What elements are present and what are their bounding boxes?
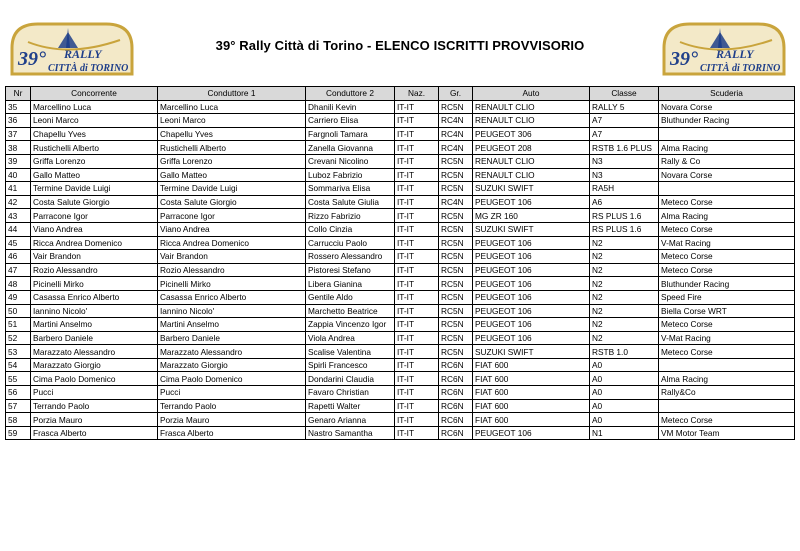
cell-auto: SUZUKI SWIFT — [473, 345, 590, 359]
cell-concorrente: Cima Paolo Domenico — [31, 372, 158, 386]
cell-naz: IT-IT — [395, 304, 439, 318]
cell-scuderia — [659, 182, 795, 196]
column-header: Scuderia — [659, 87, 795, 101]
cell-auto: PEUGEOT 106 — [473, 290, 590, 304]
cell-nr: 54 — [6, 358, 31, 372]
cell-concorrente: Terrando Paolo — [31, 399, 158, 413]
cell-naz: IT-IT — [395, 358, 439, 372]
cell-scuderia: Meteco Corse — [659, 195, 795, 209]
cell-nr: 49 — [6, 290, 31, 304]
cell-classe: N2 — [590, 277, 659, 291]
cell-naz: IT-IT — [395, 182, 439, 196]
cell-nr: 59 — [6, 426, 31, 440]
cell-gr: RC4N — [439, 141, 473, 155]
cell-conduttore-2: Rossero Alessandro — [306, 250, 395, 264]
cell-auto: PEUGEOT 106 — [473, 263, 590, 277]
cell-scuderia: Speed Fire — [659, 290, 795, 304]
table-row — [6, 290, 795, 304]
page-title: 39° Rally Città di Torino - ELENCO ISCRITTI PROVVISORIO — [215, 38, 585, 53]
column-header: Classe — [590, 87, 659, 101]
cell-nr: 35 — [6, 100, 31, 114]
cell-naz: IT-IT — [395, 127, 439, 141]
cell-conduttore-1: Costa Salute Giorgio — [158, 195, 306, 209]
cell-conduttore-2: Pistoresi Stefano — [306, 263, 395, 277]
cell-gr: RC5N — [439, 168, 473, 182]
column-header: Conduttore 1 — [158, 87, 306, 101]
table-row — [6, 154, 795, 168]
cell-scuderia — [659, 127, 795, 141]
cell-conduttore-1: Frasca Alberto — [158, 426, 306, 440]
cell-nr: 45 — [6, 236, 31, 250]
cell-naz: IT-IT — [395, 263, 439, 277]
cell-gr: RC5N — [439, 209, 473, 223]
cell-conduttore-1: Gallo Matteo — [158, 168, 306, 182]
table-row — [6, 426, 795, 440]
cell-nr: 38 — [6, 141, 31, 155]
column-header: Naz. — [395, 87, 439, 101]
table-row — [6, 318, 795, 332]
cell-conduttore-1: Parracone Igor — [158, 209, 306, 223]
cell-naz: IT-IT — [395, 195, 439, 209]
table-row — [6, 358, 795, 372]
table-row — [6, 195, 795, 209]
cell-classe: N3 — [590, 168, 659, 182]
cell-naz: IT-IT — [395, 250, 439, 264]
cell-concorrente: Marcellino Luca — [31, 100, 158, 114]
cell-naz: IT-IT — [395, 426, 439, 440]
cell-gr: RC5N — [439, 250, 473, 264]
cell-conduttore-1: Barbero Daniele — [158, 331, 306, 345]
cell-conduttore-1: Rustichelli Alberto — [158, 141, 306, 155]
cell-conduttore-1: Leoni Marco — [158, 114, 306, 128]
cell-classe: A0 — [590, 372, 659, 386]
cell-scuderia: V-Mat Racing — [659, 331, 795, 345]
cell-nr: 57 — [6, 399, 31, 413]
table-row — [6, 263, 795, 277]
cell-scuderia: V-Mat Racing — [659, 236, 795, 250]
cell-conduttore-1: Marazzato Alessandro — [158, 345, 306, 359]
table-row — [6, 304, 795, 318]
cell-naz: IT-IT — [395, 345, 439, 359]
cell-conduttore-1: Pucci — [158, 386, 306, 400]
cell-auto: FIAT 600 — [473, 399, 590, 413]
cell-conduttore-2: Viola Andrea — [306, 331, 395, 345]
cell-scuderia: Meteco Corse — [659, 318, 795, 332]
cell-auto: RENAULT CLIO — [473, 100, 590, 114]
cell-nr: 55 — [6, 372, 31, 386]
cell-gr: RC6N — [439, 413, 473, 427]
table-row — [6, 413, 795, 427]
cell-nr: 43 — [6, 209, 31, 223]
cell-naz: IT-IT — [395, 222, 439, 236]
cell-scuderia: Rally&Co — [659, 386, 795, 400]
cell-gr: RC5N — [439, 345, 473, 359]
cell-conduttore-1: Griffa Lorenzo — [158, 154, 306, 168]
cell-scuderia: Novara Corse — [659, 100, 795, 114]
cell-auto: PEUGEOT 306 — [473, 127, 590, 141]
cell-nr: 58 — [6, 413, 31, 427]
column-header: Nr — [6, 87, 31, 101]
cell-classe: N3 — [590, 154, 659, 168]
cell-conduttore-1: Termine Davide Luigi — [158, 182, 306, 196]
rally-logo-icon — [8, 18, 136, 76]
table-row — [6, 168, 795, 182]
cell-gr: RC4N — [439, 127, 473, 141]
cell-nr: 36 — [6, 114, 31, 128]
cell-gr: RC6N — [439, 399, 473, 413]
cell-scuderia — [659, 358, 795, 372]
cell-conduttore-1: Rozio Alessandro — [158, 263, 306, 277]
cell-classe: N2 — [590, 250, 659, 264]
cell-scuderia: Bluthunder Racing — [659, 277, 795, 291]
cell-conduttore-1: Picinelli Mirko — [158, 277, 306, 291]
cell-concorrente: Pucci — [31, 386, 158, 400]
cell-classe: N2 — [590, 263, 659, 277]
table-row — [6, 209, 795, 223]
cell-nr: 40 — [6, 168, 31, 182]
cell-gr: RC5N — [439, 182, 473, 196]
table-row — [6, 345, 795, 359]
svg-text:RALLY: RALLY — [716, 47, 754, 61]
cell-classe: RA5H — [590, 182, 659, 196]
cell-naz: IT-IT — [395, 372, 439, 386]
cell-auto: PEUGEOT 106 — [473, 331, 590, 345]
cell-gr: RC5N — [439, 222, 473, 236]
cell-conduttore-1: Viano Andrea — [158, 222, 306, 236]
cell-naz: IT-IT — [395, 386, 439, 400]
cell-naz: IT-IT — [395, 331, 439, 345]
cell-auto: PEUGEOT 106 — [473, 318, 590, 332]
cell-concorrente: Ricca Andrea Domenico — [31, 236, 158, 250]
cell-scuderia: Meteco Corse — [659, 263, 795, 277]
cell-auto: PEUGEOT 106 — [473, 426, 590, 440]
column-header: Gr. — [439, 87, 473, 101]
cell-classe: N2 — [590, 318, 659, 332]
cell-concorrente: Griffa Lorenzo — [31, 154, 158, 168]
cell-conduttore-1: Martini Anselmo — [158, 318, 306, 332]
cell-classe: A7 — [590, 127, 659, 141]
table-row — [6, 222, 795, 236]
cell-conduttore-2: Crevani Nicolino — [306, 154, 395, 168]
cell-conduttore-2: Libera Gianina — [306, 277, 395, 291]
table-row — [6, 372, 795, 386]
cell-auto: FIAT 600 — [473, 358, 590, 372]
cell-scuderia: Meteco Corse — [659, 250, 795, 264]
cell-naz: IT-IT — [395, 154, 439, 168]
cell-auto: FIAT 600 — [473, 386, 590, 400]
cell-nr: 52 — [6, 331, 31, 345]
cell-nr: 53 — [6, 345, 31, 359]
cell-conduttore-2: Dhanili Kevin — [306, 100, 395, 114]
cell-classe: A0 — [590, 399, 659, 413]
cell-concorrente: Marazzato Alessandro — [31, 345, 158, 359]
cell-conduttore-2: Collo Cinzia — [306, 222, 395, 236]
cell-gr: RC5N — [439, 318, 473, 332]
cell-classe: N2 — [590, 331, 659, 345]
cell-classe: RS PLUS 1.6 — [590, 222, 659, 236]
table-row — [6, 399, 795, 413]
cell-nr: 46 — [6, 250, 31, 264]
cell-classe: N1 — [590, 426, 659, 440]
cell-gr: RC5N — [439, 236, 473, 250]
cell-scuderia: Biella Corse WRT — [659, 304, 795, 318]
cell-concorrente: Marazzato Giorgio — [31, 358, 158, 372]
cell-classe: N2 — [590, 236, 659, 250]
table-row — [6, 277, 795, 291]
cell-concorrente: Vair Brandon — [31, 250, 158, 264]
cell-conduttore-2: Rizzo Fabrizio — [306, 209, 395, 223]
entry-list-table — [5, 86, 795, 440]
cell-naz: IT-IT — [395, 141, 439, 155]
cell-gr: RC4N — [439, 114, 473, 128]
column-header: Conduttore 2 — [306, 87, 395, 101]
cell-naz: IT-IT — [395, 318, 439, 332]
cell-conduttore-2: Dondarini Claudia — [306, 372, 395, 386]
cell-scuderia: Alma Racing — [659, 141, 795, 155]
svg-text:RALLY: RALLY — [64, 47, 102, 61]
cell-conduttore-2: Costa Salute Giulia — [306, 195, 395, 209]
cell-gr: RC5N — [439, 290, 473, 304]
cell-concorrente: Chapellu Yves — [31, 127, 158, 141]
table-row — [6, 141, 795, 155]
cell-classe: N2 — [590, 304, 659, 318]
cell-gr: RC6N — [439, 372, 473, 386]
cell-concorrente: Martini Anselmo — [31, 318, 158, 332]
cell-concorrente: Picinelli Mirko — [31, 277, 158, 291]
cell-gr: RC5N — [439, 331, 473, 345]
cell-classe: RSTB 1.6 PLUS — [590, 141, 659, 155]
cell-classe: A0 — [590, 413, 659, 427]
cell-gr: RC5N — [439, 304, 473, 318]
table-row — [6, 331, 795, 345]
cell-auto: PEUGEOT 208 — [473, 141, 590, 155]
cell-gr: RC5N — [439, 263, 473, 277]
cell-concorrente: Frasca Alberto — [31, 426, 158, 440]
cell-conduttore-2: Marchetto Beatrice — [306, 304, 395, 318]
cell-auto: PEUGEOT 106 — [473, 236, 590, 250]
cell-conduttore-2: Scalise Valentina — [306, 345, 395, 359]
cell-classe: A7 — [590, 114, 659, 128]
cell-conduttore-2: Luboz Fabrizio — [306, 168, 395, 182]
cell-gr: RC4N — [439, 195, 473, 209]
cell-auto: RENAULT CLIO — [473, 168, 590, 182]
cell-nr: 56 — [6, 386, 31, 400]
cell-auto: PEUGEOT 106 — [473, 195, 590, 209]
cell-scuderia: Meteco Corse — [659, 222, 795, 236]
cell-scuderia: Alma Racing — [659, 209, 795, 223]
cell-nr: 48 — [6, 277, 31, 291]
cell-conduttore-1: Vair Brandon — [158, 250, 306, 264]
cell-naz: IT-IT — [395, 236, 439, 250]
cell-concorrente: Viano Andrea — [31, 222, 158, 236]
column-header: Concorrente — [31, 87, 158, 101]
cell-scuderia: Meteco Corse — [659, 413, 795, 427]
cell-conduttore-2: Zanella Giovanna — [306, 141, 395, 155]
cell-conduttore-2: Fargnoli Tamara — [306, 127, 395, 141]
cell-classe: A6 — [590, 195, 659, 209]
cell-nr: 39 — [6, 154, 31, 168]
cell-concorrente: Rustichelli Alberto — [31, 141, 158, 155]
cell-scuderia — [659, 399, 795, 413]
cell-conduttore-2: Zappia Vincenzo Igor — [306, 318, 395, 332]
cell-scuderia: VM Motor Team — [659, 426, 795, 440]
cell-concorrente: Rozio Alessandro — [31, 263, 158, 277]
cell-conduttore-1: Casassa Enrico Alberto — [158, 290, 306, 304]
cell-conduttore-2: Carrucciu Paolo — [306, 236, 395, 250]
cell-conduttore-2: Nastro Samantha — [306, 426, 395, 440]
cell-naz: IT-IT — [395, 277, 439, 291]
cell-classe: A0 — [590, 358, 659, 372]
cell-auto: PEUGEOT 106 — [473, 250, 590, 264]
cell-scuderia: Alma Racing — [659, 372, 795, 386]
cell-conduttore-1: Iannino Nicolo' — [158, 304, 306, 318]
svg-text:39°: 39° — [670, 48, 698, 70]
cell-conduttore-1: Marazzato Giorgio — [158, 358, 306, 372]
cell-nr: 51 — [6, 318, 31, 332]
cell-conduttore-1: Ricca Andrea Domenico — [158, 236, 306, 250]
cell-conduttore-1: Porzia Mauro — [158, 413, 306, 427]
cell-concorrente: Iannino Nicolo' — [31, 304, 158, 318]
cell-gr: RC6N — [439, 426, 473, 440]
cell-naz: IT-IT — [395, 114, 439, 128]
cell-nr: 44 — [6, 222, 31, 236]
cell-gr: RC5N — [439, 277, 473, 291]
cell-conduttore-2: Genaro Arianna — [306, 413, 395, 427]
cell-naz: IT-IT — [395, 168, 439, 182]
cell-classe: RALLY 5 — [590, 100, 659, 114]
cell-naz: IT-IT — [395, 100, 439, 114]
table-row — [6, 236, 795, 250]
cell-scuderia: Novara Corse — [659, 168, 795, 182]
cell-auto: PEUGEOT 106 — [473, 304, 590, 318]
cell-gr: RC5N — [439, 100, 473, 114]
cell-concorrente: Casassa Enrico Alberto — [31, 290, 158, 304]
cell-naz: IT-IT — [395, 290, 439, 304]
cell-concorrente: Termine Davide Luigi — [31, 182, 158, 196]
rally-logo-icon — [660, 18, 788, 76]
cell-auto: RENAULT CLIO — [473, 154, 590, 168]
cell-auto: FIAT 600 — [473, 372, 590, 386]
cell-nr: 47 — [6, 263, 31, 277]
table-row — [6, 386, 795, 400]
cell-auto: FIAT 600 — [473, 413, 590, 427]
cell-conduttore-2: Sommariva Elisa — [306, 182, 395, 196]
cell-naz: IT-IT — [395, 413, 439, 427]
cell-scuderia: Rally & Co — [659, 154, 795, 168]
cell-naz: IT-IT — [395, 399, 439, 413]
cell-gr: RC6N — [439, 358, 473, 372]
cell-conduttore-1: Marcellino Luca — [158, 100, 306, 114]
table-row — [6, 250, 795, 264]
cell-classe: RS PLUS 1.6 — [590, 209, 659, 223]
svg-text:CITTÀ di TORINO: CITTÀ di TORINO — [700, 63, 781, 74]
cell-conduttore-1: Chapellu Yves — [158, 127, 306, 141]
table-row — [6, 100, 795, 114]
cell-gr: RC5N — [439, 154, 473, 168]
table-row — [6, 114, 795, 128]
cell-conduttore-2: Gentile Aldo — [306, 290, 395, 304]
cell-conduttore-2: Carriero Elisa — [306, 114, 395, 128]
cell-nr: 37 — [6, 127, 31, 141]
cell-classe: A0 — [590, 386, 659, 400]
cell-concorrente: Leoni Marco — [31, 114, 158, 128]
cell-gr: RC6N — [439, 386, 473, 400]
cell-concorrente: Gallo Matteo — [31, 168, 158, 182]
cell-concorrente: Parracone Igor — [31, 209, 158, 223]
cell-conduttore-1: Cima Paolo Domenico — [158, 372, 306, 386]
cell-naz: IT-IT — [395, 209, 439, 223]
cell-auto: RENAULT CLIO — [473, 114, 590, 128]
cell-conduttore-2: Favaro Christian — [306, 386, 395, 400]
cell-conduttore-1: Terrando Paolo — [158, 399, 306, 413]
cell-scuderia: Meteco Corse — [659, 345, 795, 359]
cell-classe: RSTB 1.0 — [590, 345, 659, 359]
svg-text:39°: 39° — [18, 48, 46, 70]
cell-auto: SUZUKI SWIFT — [473, 222, 590, 236]
cell-nr: 42 — [6, 195, 31, 209]
cell-scuderia: Bluthunder Racing — [659, 114, 795, 128]
column-header: Auto — [473, 87, 590, 101]
cell-concorrente: Costa Salute Giorgio — [31, 195, 158, 209]
cell-classe: N2 — [590, 290, 659, 304]
svg-text:CITTÀ di TORINO: CITTÀ di TORINO — [48, 63, 129, 74]
table-header-row — [6, 87, 795, 101]
cell-nr: 41 — [6, 182, 31, 196]
table-body — [6, 100, 795, 440]
cell-nr: 50 — [6, 304, 31, 318]
rally-logo-right — [660, 18, 788, 76]
cell-auto: MG ZR 160 — [473, 209, 590, 223]
table-row — [6, 127, 795, 141]
rally-logo-left — [8, 18, 136, 76]
cell-concorrente: Barbero Daniele — [31, 331, 158, 345]
cell-conduttore-2: Spirli Francesco — [306, 358, 395, 372]
cell-conduttore-2: Rapetti Walter — [306, 399, 395, 413]
cell-auto: SUZUKI SWIFT — [473, 182, 590, 196]
table-row — [6, 182, 795, 196]
cell-concorrente: Porzia Mauro — [31, 413, 158, 427]
cell-auto: PEUGEOT 106 — [473, 277, 590, 291]
